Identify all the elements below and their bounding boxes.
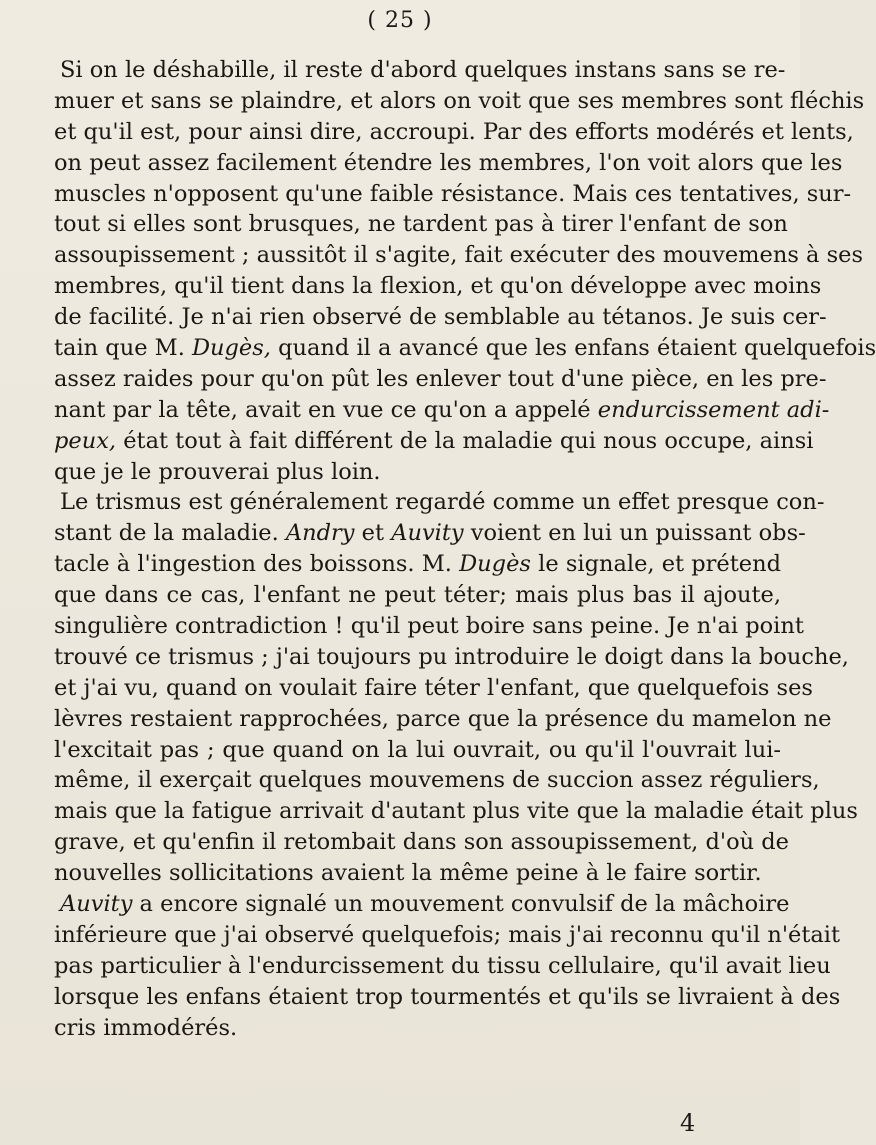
text-line [54, 765, 820, 796]
text-line [54, 240, 863, 271]
text-line [54, 271, 822, 302]
text-line [54, 86, 865, 117]
text-line [54, 642, 849, 673]
text-segment: que dans ce cas, l'enfant ne peut téter; mais plus bas il ajoute, [54, 582, 781, 609]
text-segment: muer et sans se plaindre, et alors on voit que ses membres sont fléchis [54, 87, 865, 114]
text-line [54, 611, 804, 642]
text-segment: et [354, 520, 392, 547]
text-segment: mais que la fatigue arrivait d'autant plus vite que la maladie était plus [54, 798, 858, 825]
text-line [54, 179, 852, 210]
text-segment: et j'ai vu, quand on voulait faire téter l'enfant, que quelquefois ses [54, 674, 813, 701]
text-segment: grave, et qu'enfin il retombait dans son assoupissement, d'où de [54, 829, 789, 856]
italic-name: Dugès [459, 551, 531, 578]
text-line [54, 518, 806, 549]
text-segment: tain que M. [54, 335, 192, 362]
text-line [54, 982, 841, 1013]
text-line [54, 704, 832, 735]
text-line [54, 426, 814, 457]
paragraph [54, 889, 841, 1043]
text-segment: cris immodérés. [54, 1014, 238, 1041]
text-line [54, 302, 827, 333]
text-line [54, 457, 781, 488]
text-line [54, 117, 854, 148]
text-segment: lèvres restaient rapprochées, parce que la présence du mamelon ne [54, 705, 832, 732]
text-segment: quand il a avancé que les enfans étaient quelquefois [270, 335, 876, 362]
text-segment: assez raides pour qu'on pût les enlever tout d'une pièce, en les pre- [54, 365, 827, 392]
text-segment: voient en lui un puissant obs- [463, 520, 806, 547]
text-segment: membres, qu'il tient dans la flexion, et qu'on développe avec moins [54, 273, 822, 300]
text-line [54, 580, 781, 611]
text-line [54, 364, 827, 395]
text-line [54, 673, 813, 704]
text-segment: singulière contradiction ! qu'il peut boire sans peine. Je n'ai point [54, 613, 804, 640]
text-segment: assoupissement ; aussitôt il s'agite, fait exécuter des mouvemens à ses [54, 242, 863, 269]
signature-mark: 4 [680, 1109, 696, 1137]
text-segment: nouvelles sollicitations avaient la même peine à le faire sortir. [54, 860, 762, 887]
text-segment: nant par la tête, avait en vue ce qu'on a appelé [54, 396, 598, 423]
text-segment: inférieure que j'ai observé quelquefois; mais j'ai reconnu qu'il n'était [54, 921, 841, 948]
italic-name: Auvity [391, 520, 464, 547]
paragraph [54, 55, 876, 487]
text-line [54, 549, 781, 580]
text-segment: tacle à l'ingestion des boissons. M. [54, 551, 460, 578]
italic-name: peux, [54, 427, 117, 454]
text-segment: pas particulier à l'endurcissement du tissu cellulaire, qu'il avait lieu [54, 952, 831, 979]
text-line [54, 487, 825, 518]
text-line [54, 735, 781, 766]
text-segment: a encore signalé un mouvement convulsif de la mâchoire [132, 891, 790, 918]
text-segment: on peut assez facilement étendre les membres, l'on voit alors que les [54, 149, 843, 176]
body-text [54, 55, 876, 1044]
text-segment: que je le prouverai plus loin. [54, 458, 381, 485]
italic-name: Auvity [60, 891, 133, 918]
text-segment: muscles n'opposent qu'une faible résistance. Mais ces tentatives, sur- [54, 180, 852, 207]
text-segment: Si on le déshabille, il reste d'abord quelques instans sans se re- [60, 57, 786, 83]
text-segment: et qu'il est, pour ainsi dire, accroupi. Par des efforts modérés et lents, [54, 118, 854, 145]
text-line [54, 1013, 781, 1044]
text-line [54, 209, 788, 240]
text-line [54, 796, 858, 827]
text-segment: Le trismus est généralement regardé comme un effet presque con- [60, 489, 825, 516]
text-segment: état tout à fait différent de la maladie qui nous occupe, ainsi [116, 427, 814, 454]
text-segment: le signale, et prétend [530, 551, 781, 578]
text-line [54, 333, 876, 364]
text-segment: l'excitait pas ; que quand on la lui ouvrait, ou qu'il l'ouvrait lui- [54, 736, 781, 763]
text-segment: tout si elles sont brusques, ne tardent pas à tirer l'enfant de son [54, 211, 788, 238]
italic-name: Dugès, [192, 335, 271, 362]
paragraph [54, 487, 858, 889]
italic-name: Andry [285, 520, 355, 547]
text-segment: de facilité. Je n'ai rien observé de semblable au tétanos. Je suis cer- [54, 304, 827, 331]
page-number-header: ( 25 ) [367, 8, 433, 33]
text-line [54, 858, 781, 889]
text-line [54, 148, 843, 179]
text-line [54, 920, 841, 951]
italic-name: endurcissement adi- [597, 396, 830, 423]
text-segment: trouvé ce trismus ; j'ai toujours pu introduire le doigt dans la bouche, [54, 643, 849, 670]
text-line [54, 395, 830, 426]
text-line [54, 827, 789, 858]
text-segment: lorsque les enfans étaient trop tourmentés et qu'ils se livraient à des [54, 983, 841, 1010]
text-segment: stant de la maladie. [54, 520, 286, 547]
text-line [54, 55, 786, 86]
text-line [54, 951, 831, 982]
text-segment: même, il exerçait quelques mouvemens de succion assez réguliers, [54, 767, 820, 794]
text-line [54, 889, 790, 920]
